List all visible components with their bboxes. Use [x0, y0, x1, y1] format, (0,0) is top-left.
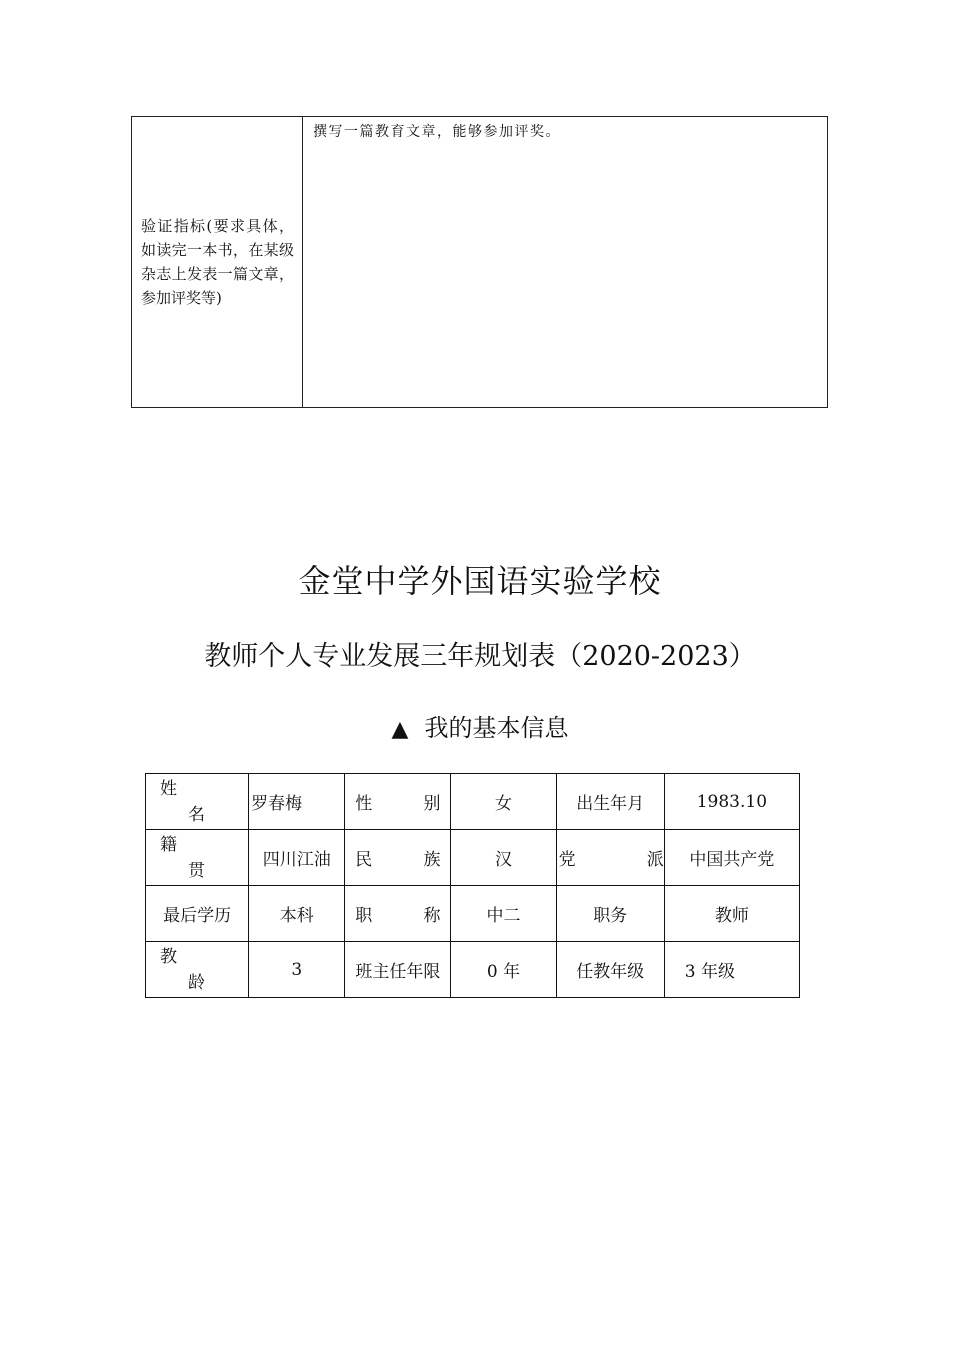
professional-title-label: 职 称	[345, 886, 451, 942]
education-label: 最后学历	[146, 886, 249, 942]
gender-label: 性 别	[345, 774, 451, 830]
basic-info-table	[145, 773, 800, 998]
table-row	[146, 774, 800, 830]
triangle-icon: ▲	[391, 717, 409, 742]
section-heading	[0, 708, 960, 743]
form-title: 教师个人专业发展三年规划表（2020-2023）	[204, 641, 756, 672]
teaching-grade-value: 3 年级	[664, 942, 799, 998]
verification-indicator-table	[131, 116, 828, 408]
birth-label: 出生年月	[556, 774, 664, 830]
professional-title-value: 中二	[451, 886, 556, 942]
ethnic-value: 汉	[451, 830, 556, 886]
table-row	[146, 886, 800, 942]
head-teacher-years-value: 0 年	[451, 942, 556, 998]
education-value: 本科	[249, 886, 345, 942]
native-place-label: 籍 贯	[146, 830, 249, 886]
duty-value: 教师	[664, 886, 799, 942]
section-heading-text: 我的基本信息	[424, 714, 569, 742]
verification-indicator-value: 撰写一篇教育文章，能够参加评奖。	[303, 117, 828, 408]
duty-label: 职务	[556, 886, 664, 942]
school-title: 金堂中学外国语实验学校	[298, 562, 662, 600]
gender-value: 女	[451, 774, 556, 830]
table-row	[146, 942, 800, 998]
teaching-grade-label: 任教年级	[556, 942, 664, 998]
head-teacher-years-label: 班主任年限	[345, 942, 451, 998]
table-row	[146, 830, 800, 886]
verification-indicator-label: 验证指标(要求具体，如读完一本书，在某级杂志上发表一篇文章，参加评奖等)	[132, 117, 303, 408]
teaching-years-value: 3	[249, 942, 345, 998]
party-value: 中国共产党	[664, 830, 799, 886]
native-place-value: 四川江油	[249, 830, 345, 886]
teaching-years-label: 教 龄	[146, 942, 249, 998]
birth-value: 1983.10	[664, 774, 799, 830]
name-value: 罗春梅	[249, 774, 345, 830]
party-label: 党 派	[556, 830, 664, 886]
ethnic-label: 民 族	[345, 830, 451, 886]
name-label: 姓 名	[146, 774, 249, 830]
